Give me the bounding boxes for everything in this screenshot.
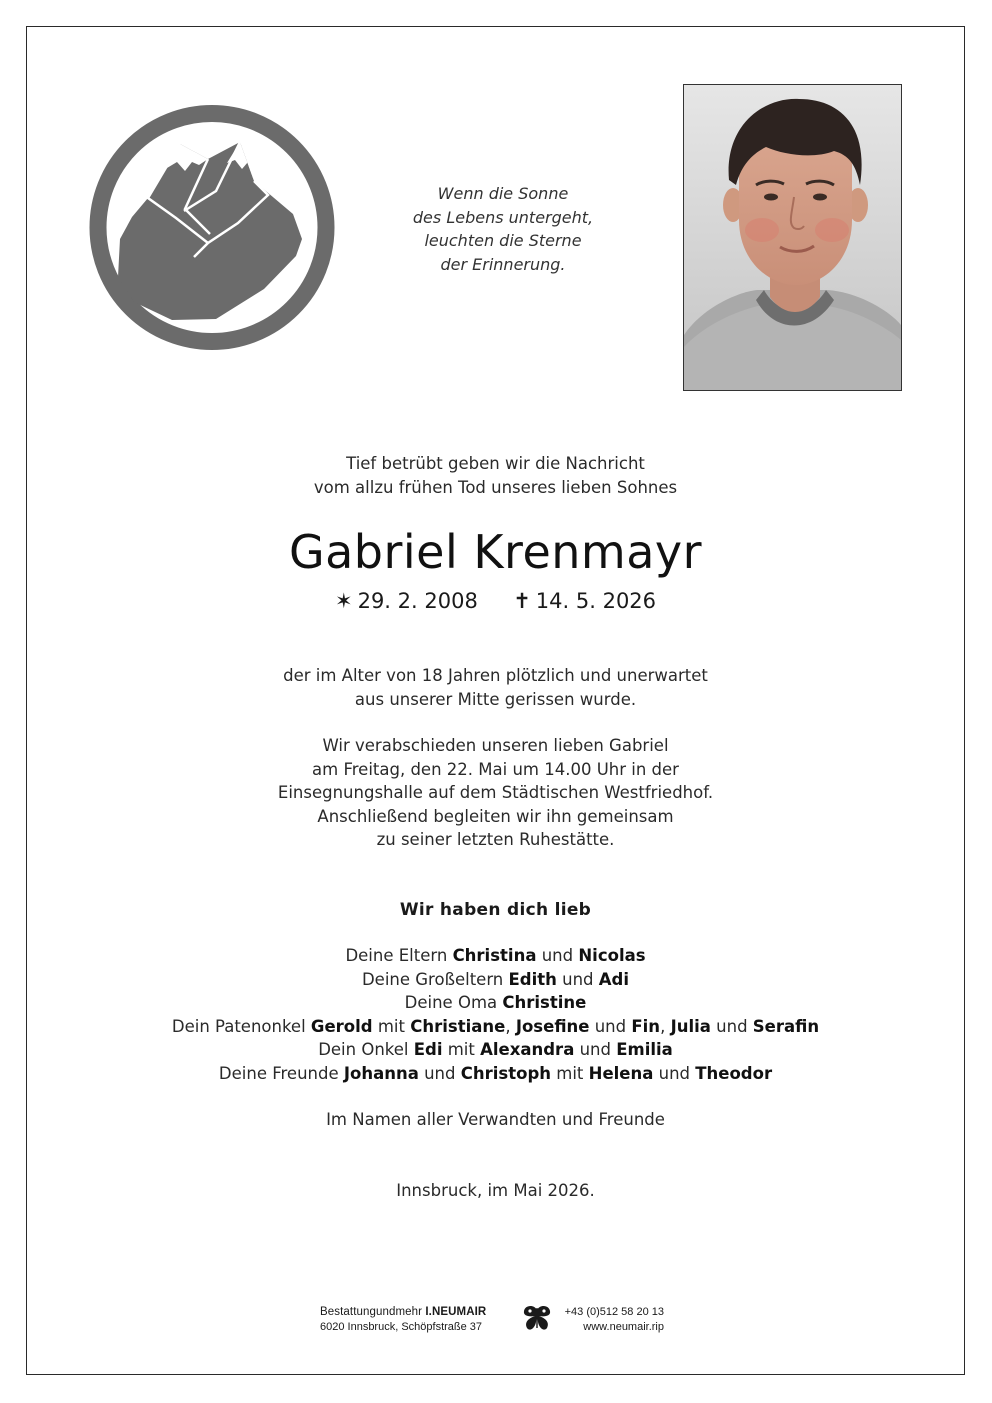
- quote-line: des Lebens untergeht,: [412, 207, 594, 227]
- intro-line: vom allzu frühen Tod unseres lieben Sohnes: [313, 477, 678, 497]
- mourner-line-grandmother: Deine Oma Christine: [404, 993, 587, 1013]
- love-statement: Wir haben dich lieb: [399, 900, 592, 920]
- birth-date-group: [335, 587, 478, 615]
- quote-line: leuchten die Sterne: [424, 231, 582, 250]
- text-line: am Freitag, den 22. Mai um 14.00 Uhr in der: [312, 759, 679, 779]
- mountain-emblem-icon: [88, 99, 336, 356]
- text-line: zu seiner letzten Ruhestätte.: [376, 830, 615, 849]
- portrait-illustration: [684, 85, 901, 390]
- butterfly-icon: [521, 1302, 553, 1334]
- funeral-home-address: 6020 Innsbruck, Schöpfstraße 37: [320, 1321, 483, 1333]
- website-link[interactable]: www.neumair.rip: [583, 1321, 664, 1333]
- circumstances-text: [26, 664, 965, 711]
- text-line: Einsegnungshalle auf dem Städtischen Westfriedhof.: [277, 783, 714, 802]
- text-line: Anschließend begleiten wir ihn gemeinsam: [317, 806, 674, 826]
- mourner-line-parents: Deine Eltern Christina und Nicolas: [345, 946, 646, 965]
- portrait-photo: [683, 84, 902, 391]
- place-date: Innsbruck, im Mai 2026.: [396, 1181, 595, 1200]
- mourner-line-grandparents: Deine Großeltern Edith und Adi: [361, 969, 630, 989]
- quote-line: der Erinnerung.: [440, 254, 566, 274]
- funeral-home-info: [320, 1305, 486, 1335]
- text-line: der im Alter von 18 Jahren plötzlich und unerwartet: [283, 666, 708, 685]
- mourners-list: [26, 944, 965, 1086]
- quote-line: Wenn die Sonne: [437, 184, 569, 203]
- death-cross-icon: ✝: [513, 589, 531, 613]
- text-line: aus unserer Mitte gerissen wurde.: [354, 689, 637, 709]
- death-date: 14. 5. 2026: [535, 589, 657, 613]
- intro-text: [26, 452, 965, 499]
- birth-date: 29. 2. 2008: [357, 589, 478, 613]
- on-behalf-line: Im Namen aller Verwandten und Freunde: [326, 1110, 665, 1129]
- mourner-line-uncle: Dein Onkel Edi mit Alexandra und Emilia: [318, 1040, 673, 1060]
- funeral-home-name: Bestattungundmehr I.NEUMAIR: [320, 1306, 487, 1318]
- funeral-home-contact: [560, 1305, 664, 1335]
- funeral-details-text: [26, 734, 965, 852]
- memorial-quote: [388, 182, 618, 276]
- deceased-name: Gabriel Krenmayr: [288, 525, 703, 579]
- death-date-group: [513, 587, 656, 615]
- birth-star-icon: ✶: [334, 589, 353, 613]
- intro-line: Tief betrübt geben wir die Nachricht: [346, 454, 645, 473]
- mourner-line-godfather: Dein Patenonkel Gerold mit Christiane, Josefine und Fin, Julia und Serafin: [171, 1016, 820, 1036]
- text-line: Wir verabschieden unseren lieben Gabriel: [322, 736, 669, 755]
- life-dates: [26, 587, 965, 615]
- mourner-line-friends: Deine Freunde Johanna und Christoph mit Helena und Theodor: [218, 1063, 773, 1083]
- phone-number: +43 (0)512 58 20 13: [564, 1306, 664, 1318]
